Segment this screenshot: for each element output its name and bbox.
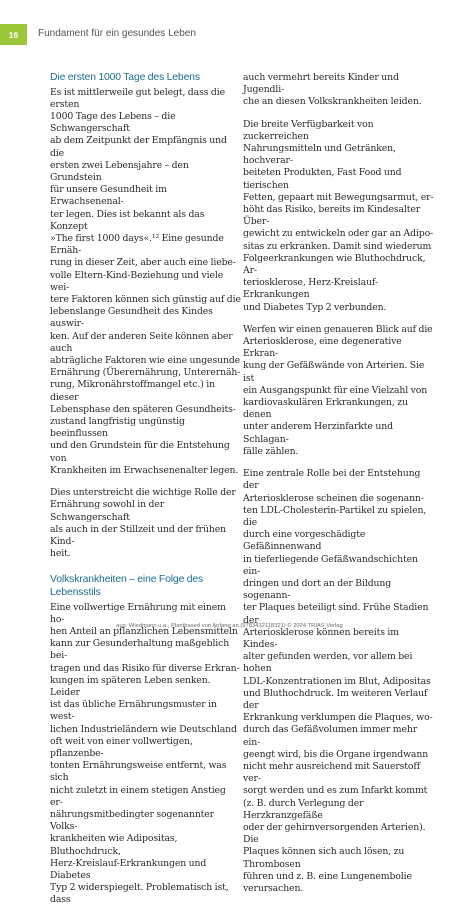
source-footer: aus: Wiedmann u.a., Plantbased von Anfang an (9783432118321) © 2024 TRIAS Verlag: [116, 623, 343, 629]
section-heading-volkskrankheiten: Volkskrankheiten – eine Folge des Lebensstils: [50, 574, 204, 598]
right-column: [243, 72, 434, 905]
running-title: Fundament für ein gesundes Leben: [38, 28, 196, 39]
paragraph: auch vermehrt bereits Kinder und Jugendli- che an diesen Volkskrankheiten leiden.: [243, 72, 422, 108]
paragraph: Werfen wir einen genaueren Blick auf die Arteriosklerose, eine degenerative Erkran- kung der Gefäßwände von Arterien. Sie ist ein Ausgangspunkt für eine Vielzahl von kardiovaskulären Erkrankungen, zu denen unter anderem Herzinfarkte und Schlagan- fälle zählen.: [243, 323, 433, 457]
paragraph: Die breite Verfügbarkeit von zuckerreichen Nahrungsmitteln und Getränken, hochverar- beiteten Produkten, Fast Food und tierischen Fetten, gepaart mit Bewegungsarmut, er- höht das Risiko, bereits im Kindesalter Über- gewicht zu entwickeln oder gar an Adipo- sitas zu erkranken. Damit sind wiederum Folgeerkrankungen wie Bluthochdruck, Ar- teriosklerose, Herz-Kreislauf-Erkrankungen und Diabetes Typ 2 verbunden.: [243, 118, 434, 313]
left-column: [50, 72, 241, 917]
paragraph: Eine vollwertige Ernährung mit einem ho- hen Anteil an pflanzlichen Lebensmitteln kann zur Gesunderhaltung maßgeblich bei- tragen und das Risiko für diverse Erkran- kungen im späteren Leben senken. Leider ist das übliche Ernährungsmuster in west- lichen Industrieländern wie Deutschland oft weit von einer vollwertigen, pflanzenbe- tonten Ernährungsweise entfernt, was sich nicht zuletzt in einem stetigen Anstieg er- nährungsmitbedingter sogenannter Volks- krankheiten wie Adipositas, Bluthochdruck, Herz-Kreislauf-Erkrankungen und Diabetes Typ 2 widerspiegelt. Problematisch ist, dass: [50, 601, 240, 906]
paragraph: Es ist mittlerweile gut belegt, dass die ersten 1000 Tage des Lebens – die Schwangerschaft ab dem Zeitpunkt der Empfängnis und die ersten zwei Lebensjahre – den Grundstein für unsere Gesundheit im Erwachsenenal- ter legen. Dies ist bekannt als das Konzept »The first 1000 days«.¹² Eine gesunde Ernäh- rung in dieser Zeit, aber auch eine liebe- volle Eltern-Kind-Beziehung und viele wei- tere Faktoren können sich günstig auf die lebenslange Gesundheit des Kindes auswir- ken. Auf der anderen Seite können aber auch abträgliche Faktoren wie eine ungesunde Ernährung (Überernährung, Unterernäh- rung, Mikronährstoffmangel etc.) in dieser Lebensphase den späteren Gesundheits- zustand langfristig ungünstig beeinflussen und den Grundstein für die Entstehung von Krankheiten im Erwachsenenalter legen.: [50, 86, 241, 476]
paragraph: Dies unterstreicht die wichtige Rolle der Ernährung sowohl in der Schwangerschaft als auch in der Stillzeit und der frühen Kind- heit.: [50, 487, 236, 560]
section-heading-first-1000-days: Die ersten 1000 Tage des Lebens: [50, 72, 200, 83]
paragraph: Eine zentrale Rolle bei der Entstehung der Arteriosklerose scheinen die sogenann- ten LDL-Cholesterin-Partikel zu spielen, die durch eine vorgeschädigte Gefäßinnenwand in tieferliegende Gefäßwandschichten ein- dringen und dort an der Bildung sogenann- ter Plaques beteiligt sind. Frühe Stadien der Arteriosklerose können bereits im Kindes- alter gefunden werden, vor allem bei hohen LDL-Konzentrationen im Blut, Adipositas und Bluthochdruck. Im weiteren Verlauf der Erkrankung verklumpen die Plaques, wo- durch das Gefäßvolumen immer mehr ein- geengt wird, bis die Organe irgendwann nicht mehr ausreichend mit Sauerstoff ver- sorgt werden und es zum Infarkt kommt (z. B. durch Verlegung der Herzkranzgefäße oder der gehirnversorgenden Arterien). Die Plaques können sich auch lösen, zu Thrombosen führen und z. B. eine Lungenembolie verursachen.: [243, 468, 433, 894]
page-number-badge: 16: [0, 24, 27, 45]
